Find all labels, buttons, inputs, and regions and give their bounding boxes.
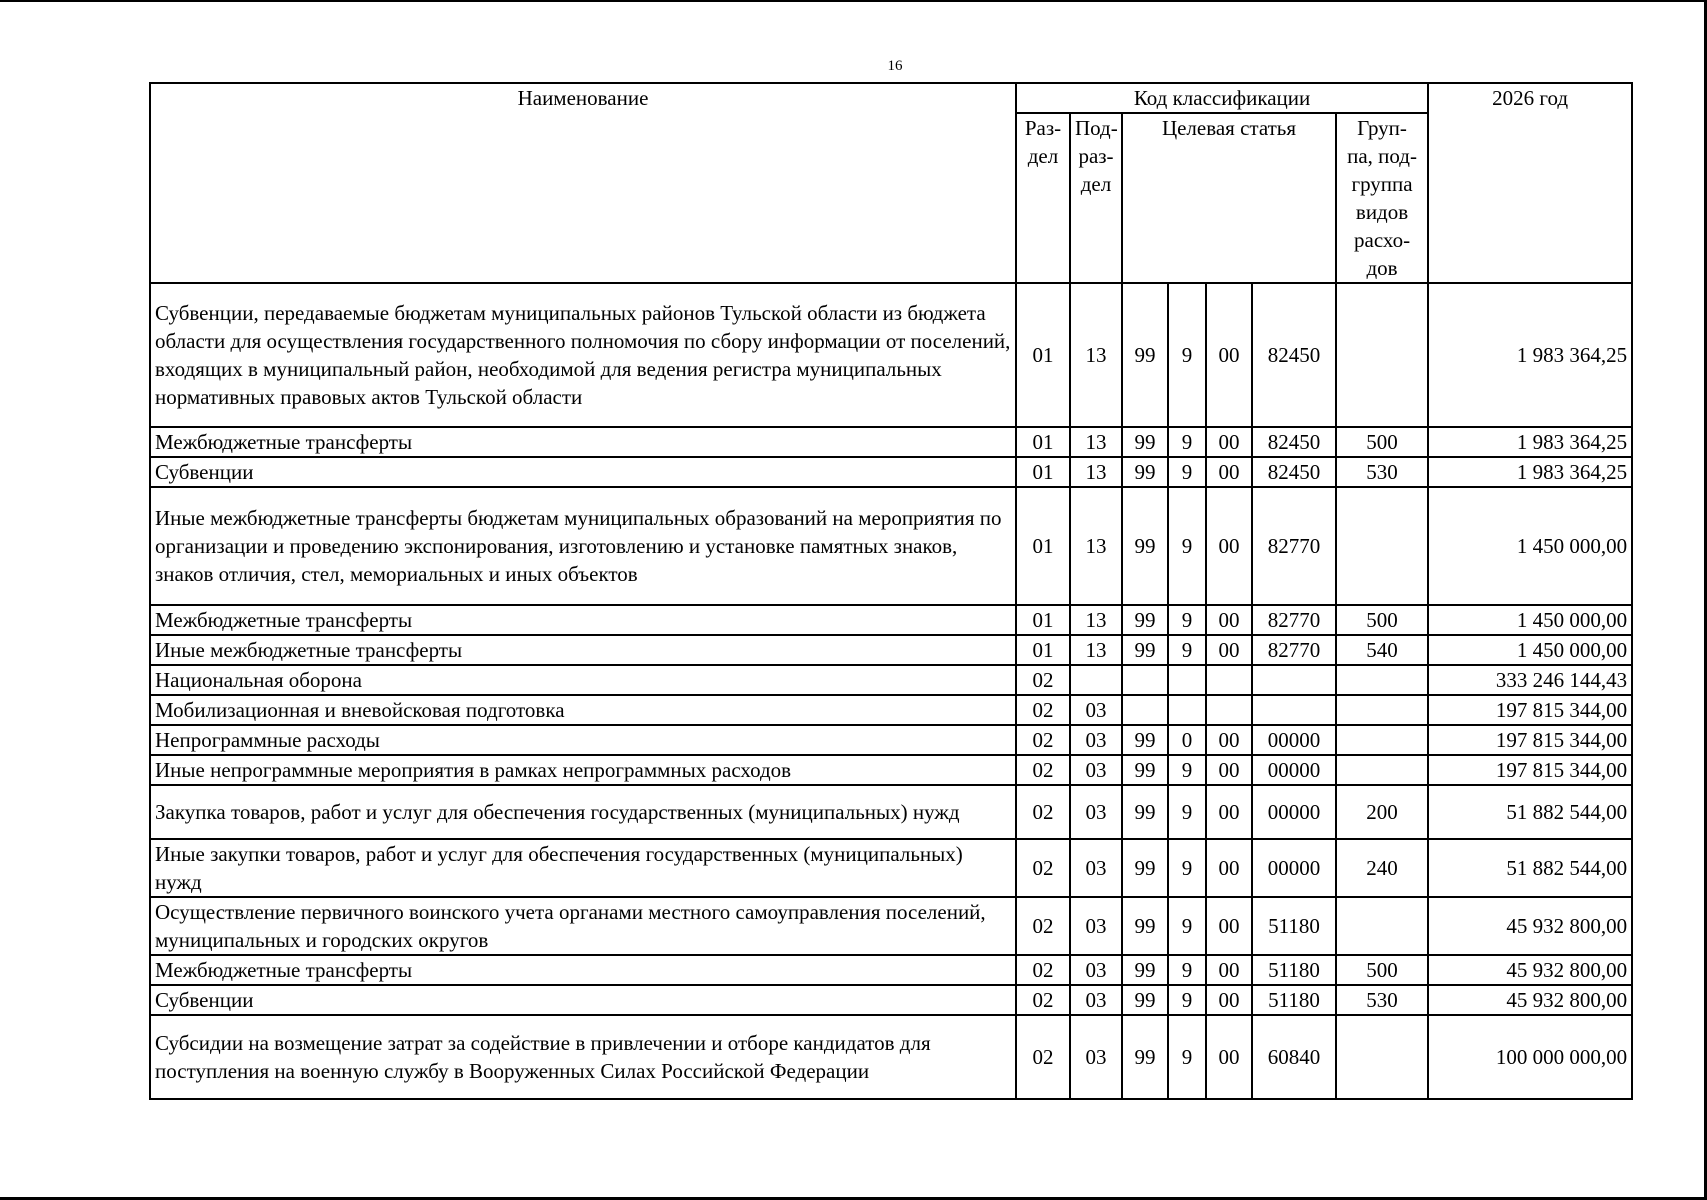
row-amount: 51 882 544,00 <box>1428 785 1632 839</box>
row-target-main: 00 <box>1206 985 1252 1015</box>
row-expense-group <box>1336 755 1428 785</box>
row-podrazdel: 03 <box>1070 695 1122 725</box>
row-target-type: 9 <box>1168 839 1206 897</box>
row-target-program: 99 <box>1122 985 1168 1015</box>
row-podrazdel: 13 <box>1070 427 1122 457</box>
row-name: Иные непрограммные мероприятия в рамках непрограммных расходов <box>150 755 1016 785</box>
row-target-type: 9 <box>1168 897 1206 955</box>
row-name: Иные закупки товаров, работ и услуг для обеспечения государственных (муниципальных) нужд <box>150 839 1016 897</box>
row-podrazdel: 03 <box>1070 1015 1122 1099</box>
row-target-direction <box>1252 665 1336 695</box>
row-razdel: 01 <box>1016 427 1070 457</box>
row-target-program: 99 <box>1122 785 1168 839</box>
header-name: Наименование <box>150 83 1016 283</box>
row-target-program <box>1122 695 1168 725</box>
row-target-type <box>1168 695 1206 725</box>
row-target-main: 00 <box>1206 785 1252 839</box>
row-name: Национальная оборона <box>150 665 1016 695</box>
row-target-main: 00 <box>1206 487 1252 605</box>
row-razdel: 02 <box>1016 755 1070 785</box>
row-name: Иные межбюджетные трансферты <box>150 635 1016 665</box>
row-target-direction: 82770 <box>1252 487 1336 605</box>
row-razdel: 01 <box>1016 487 1070 605</box>
row-target-type: 9 <box>1168 283 1206 427</box>
row-razdel: 02 <box>1016 897 1070 955</box>
table-row <box>150 283 1632 427</box>
row-target-main: 00 <box>1206 755 1252 785</box>
table-row <box>150 457 1632 487</box>
row-amount: 1 450 000,00 <box>1428 605 1632 635</box>
row-amount: 1 450 000,00 <box>1428 487 1632 605</box>
row-razdel: 02 <box>1016 695 1070 725</box>
table-row <box>150 725 1632 755</box>
row-razdel: 01 <box>1016 635 1070 665</box>
table-row <box>150 665 1632 695</box>
row-expense-group: 540 <box>1336 635 1428 665</box>
row-expense-group: 500 <box>1336 605 1428 635</box>
row-target-main <box>1206 695 1252 725</box>
table-row <box>150 955 1632 985</box>
row-name: Непрограммные расходы <box>150 725 1016 755</box>
row-amount: 51 882 544,00 <box>1428 839 1632 897</box>
row-target-direction: 82450 <box>1252 283 1336 427</box>
table-row <box>150 487 1632 605</box>
row-podrazdel: 03 <box>1070 955 1122 985</box>
header-year: 2026 год <box>1428 83 1632 283</box>
row-target-program: 99 <box>1122 725 1168 755</box>
row-expense-group: 500 <box>1336 955 1428 985</box>
table-row <box>150 1015 1632 1099</box>
row-target-direction: 51180 <box>1252 955 1336 985</box>
row-podrazdel: 03 <box>1070 785 1122 839</box>
row-podrazdel: 03 <box>1070 897 1122 955</box>
row-name: Субсидии на возмещение затрат за содействие в привлечении и отборе кандидатов для поступления на военную службу в Вооруженных Силах Российской Федерации <box>150 1015 1016 1099</box>
row-target-program: 99 <box>1122 427 1168 457</box>
row-target-direction: 51180 <box>1252 897 1336 955</box>
row-target-direction: 00000 <box>1252 785 1336 839</box>
row-target-program: 99 <box>1122 487 1168 605</box>
row-name: Иные межбюджетные трансферты бюджетам муниципальных образований на мероприятия по организации и проведению экспонирования, изготовлению и установке памятных знаков, знаков отличия, стел, мемориальных и иных объектов <box>150 487 1016 605</box>
row-target-type: 9 <box>1168 785 1206 839</box>
header-podrazdel: Под- раз- дел <box>1070 113 1122 283</box>
row-podrazdel: 03 <box>1070 985 1122 1015</box>
row-target-main: 00 <box>1206 605 1252 635</box>
row-target-direction: 00000 <box>1252 725 1336 755</box>
table-row <box>150 605 1632 635</box>
row-name: Субвенции <box>150 457 1016 487</box>
row-name: Межбюджетные трансферты <box>150 427 1016 457</box>
row-target-program: 99 <box>1122 955 1168 985</box>
row-target-program: 99 <box>1122 283 1168 427</box>
table-row <box>150 635 1632 665</box>
header-code: Код классификации <box>1016 83 1428 113</box>
row-razdel: 01 <box>1016 457 1070 487</box>
row-target-direction: 00000 <box>1252 839 1336 897</box>
table-row <box>150 785 1632 839</box>
row-target-direction: 82770 <box>1252 605 1336 635</box>
row-podrazdel: 13 <box>1070 605 1122 635</box>
row-target-direction: 00000 <box>1252 755 1336 785</box>
table-row <box>150 427 1632 457</box>
row-target-type: 9 <box>1168 487 1206 605</box>
table-row <box>150 985 1632 1015</box>
row-razdel: 02 <box>1016 785 1070 839</box>
row-amount: 1 983 364,25 <box>1428 283 1632 427</box>
row-name: Мобилизационная и вневойсковая подготовка <box>150 695 1016 725</box>
row-expense-group <box>1336 1015 1428 1099</box>
row-expense-group <box>1336 283 1428 427</box>
row-podrazdel: 03 <box>1070 755 1122 785</box>
row-podrazdel: 03 <box>1070 839 1122 897</box>
row-expense-group <box>1336 665 1428 695</box>
row-target-main: 00 <box>1206 427 1252 457</box>
row-expense-group <box>1336 897 1428 955</box>
budget-table <box>149 82 1633 1100</box>
row-target-program: 99 <box>1122 1015 1168 1099</box>
row-name: Субвенции <box>150 985 1016 1015</box>
row-razdel: 02 <box>1016 1015 1070 1099</box>
row-target-main: 00 <box>1206 897 1252 955</box>
row-razdel: 02 <box>1016 839 1070 897</box>
row-podrazdel: 03 <box>1070 725 1122 755</box>
row-expense-group <box>1336 695 1428 725</box>
row-target-type: 9 <box>1168 457 1206 487</box>
row-amount: 45 932 800,00 <box>1428 955 1632 985</box>
table-body <box>150 283 1632 1099</box>
row-name: Субвенции, передаваемые бюджетам муниципальных районов Тульской области из бюджета области для осуществления государственного полномочия по сбору информации от поселений, входящих в муниципальный район, необходимой для ведения регистра муниципальных нормативных правовых актов Тульской области <box>150 283 1016 427</box>
row-razdel: 02 <box>1016 985 1070 1015</box>
row-amount: 45 932 800,00 <box>1428 985 1632 1015</box>
row-expense-group: 530 <box>1336 985 1428 1015</box>
row-target-direction: 82450 <box>1252 457 1336 487</box>
row-target-program: 99 <box>1122 457 1168 487</box>
row-podrazdel: 13 <box>1070 635 1122 665</box>
table-row <box>150 839 1632 897</box>
row-podrazdel <box>1070 665 1122 695</box>
row-name: Закупка товаров, работ и услуг для обеспечения государственных (муниципальных) нужд <box>150 785 1016 839</box>
row-target-type: 0 <box>1168 725 1206 755</box>
row-razdel: 02 <box>1016 955 1070 985</box>
row-podrazdel: 13 <box>1070 283 1122 427</box>
row-target-direction: 82770 <box>1252 635 1336 665</box>
row-razdel: 02 <box>1016 665 1070 695</box>
row-target-main: 00 <box>1206 839 1252 897</box>
table-row <box>150 695 1632 725</box>
row-target-program: 99 <box>1122 755 1168 785</box>
row-target-type: 9 <box>1168 1015 1206 1099</box>
row-target-main: 00 <box>1206 955 1252 985</box>
header-razdel: Раз- дел <box>1016 113 1070 283</box>
row-amount: 1 983 364,25 <box>1428 457 1632 487</box>
header-target: Целевая статья <box>1122 113 1336 283</box>
row-amount: 1 983 364,25 <box>1428 427 1632 457</box>
row-name: Осуществление первичного воинского учета органами местного самоуправления поселений, муниципальных и городских округов <box>150 897 1016 955</box>
row-target-type: 9 <box>1168 985 1206 1015</box>
row-target-type <box>1168 665 1206 695</box>
row-amount: 45 932 800,00 <box>1428 897 1632 955</box>
row-target-type: 9 <box>1168 605 1206 635</box>
page-number: 16 <box>887 58 903 74</box>
row-target-main: 00 <box>1206 725 1252 755</box>
row-expense-group: 530 <box>1336 457 1428 487</box>
row-target-main <box>1206 665 1252 695</box>
row-expense-group: 240 <box>1336 839 1428 897</box>
header-group: Груп- па, под- группа видов расхо- дов <box>1336 113 1428 283</box>
row-target-direction: 51180 <box>1252 985 1336 1015</box>
row-target-program: 99 <box>1122 605 1168 635</box>
row-razdel: 01 <box>1016 283 1070 427</box>
row-razdel: 01 <box>1016 605 1070 635</box>
row-target-direction: 82450 <box>1252 427 1336 457</box>
row-target-main: 00 <box>1206 457 1252 487</box>
row-target-program: 99 <box>1122 635 1168 665</box>
row-target-main: 00 <box>1206 283 1252 427</box>
row-target-program: 99 <box>1122 839 1168 897</box>
row-expense-group: 200 <box>1336 785 1428 839</box>
row-amount: 197 815 344,00 <box>1428 755 1632 785</box>
row-amount: 197 815 344,00 <box>1428 695 1632 725</box>
row-target-main: 00 <box>1206 635 1252 665</box>
row-target-type: 9 <box>1168 955 1206 985</box>
row-podrazdel: 13 <box>1070 487 1122 605</box>
row-target-type: 9 <box>1168 635 1206 665</box>
row-expense-group: 500 <box>1336 427 1428 457</box>
table-row <box>150 897 1632 955</box>
row-target-direction <box>1252 695 1336 725</box>
row-target-program <box>1122 665 1168 695</box>
row-amount: 1 450 000,00 <box>1428 635 1632 665</box>
row-name: Межбюджетные трансферты <box>150 955 1016 985</box>
row-amount: 197 815 344,00 <box>1428 725 1632 755</box>
row-target-main: 00 <box>1206 1015 1252 1099</box>
row-target-type: 9 <box>1168 427 1206 457</box>
table-row <box>150 755 1632 785</box>
row-target-program: 99 <box>1122 897 1168 955</box>
row-razdel: 02 <box>1016 725 1070 755</box>
row-target-direction: 60840 <box>1252 1015 1336 1099</box>
row-expense-group <box>1336 725 1428 755</box>
row-target-type: 9 <box>1168 755 1206 785</box>
row-amount: 100 000 000,00 <box>1428 1015 1632 1099</box>
row-amount: 333 246 144,43 <box>1428 665 1632 695</box>
row-name: Межбюджетные трансферты <box>150 605 1016 635</box>
row-podrazdel: 13 <box>1070 457 1122 487</box>
row-expense-group <box>1336 487 1428 605</box>
